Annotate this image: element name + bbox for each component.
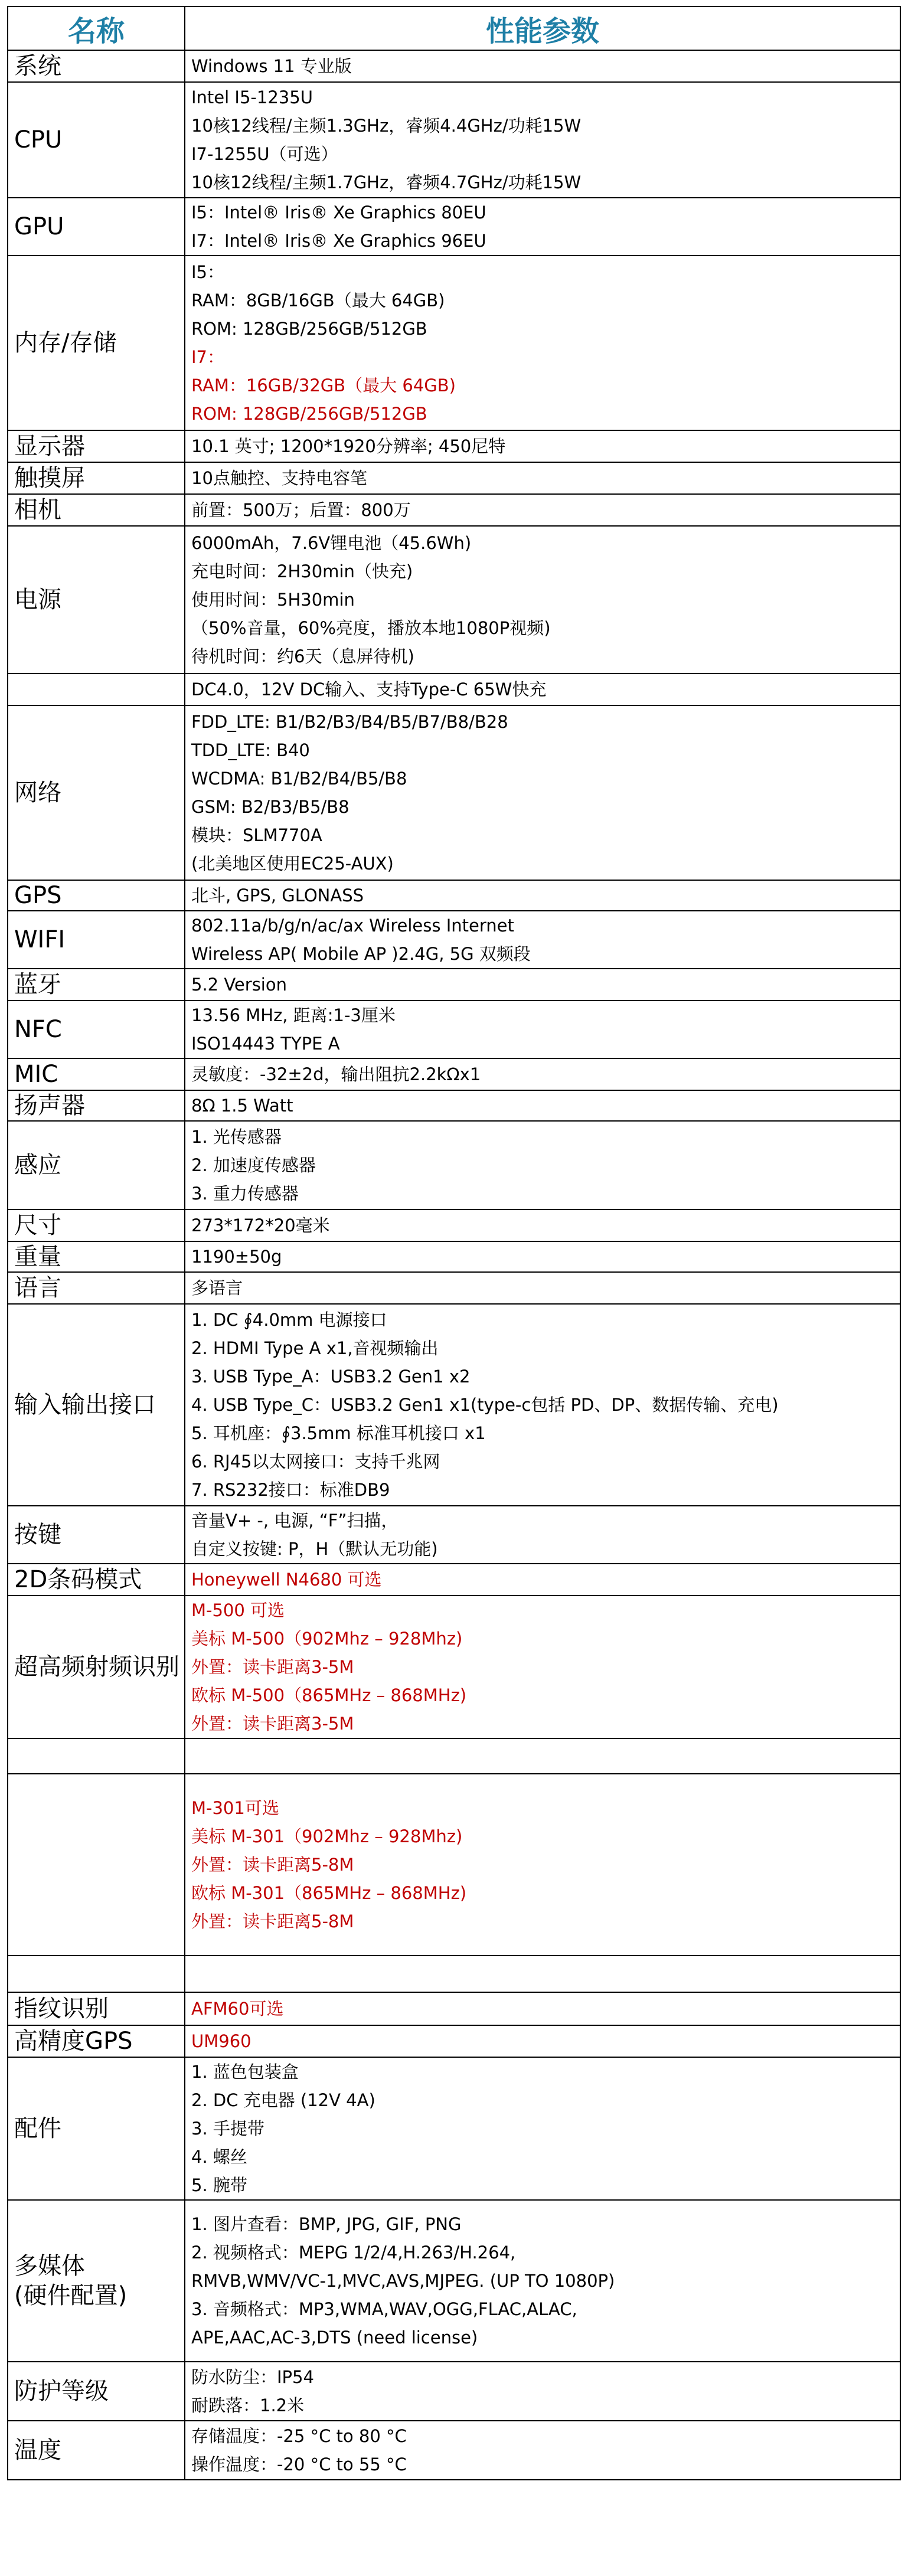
spec-row	[8, 1001, 900, 1058]
spec-row	[8, 1058, 900, 1090]
spec-value-line-optional: 外置：读卡距离3-5M	[191, 1657, 354, 1677]
spec-value-line: TDD_LTE: B40	[191, 740, 310, 760]
spec-name-cell	[8, 705, 185, 880]
spec-name-text: 内存/存储	[14, 329, 117, 357]
spec-value-cell	[185, 1774, 900, 1956]
spec-value-line: 10.1 英寸; 1200*1920分辨率; 450尼特	[191, 436, 506, 456]
spec-value-line: 1190±50g	[191, 1247, 282, 1267]
spec-name-text: GPS	[14, 882, 62, 909]
spec-name-cell	[8, 1304, 185, 1506]
spec-value-line: 前置：500万；后置：800万	[191, 500, 411, 520]
spec-name-text: 配件	[14, 2115, 61, 2142]
spec-name-text: 系统	[14, 53, 61, 80]
spec-body	[8, 50, 900, 2480]
spec-value-cell	[185, 674, 900, 705]
spec-value-line-optional: 外置：读卡距离5-8M	[191, 1911, 354, 1931]
spec-name-cell	[8, 2421, 185, 2480]
spec-name-cell	[8, 1121, 185, 1209]
spec-name-cell	[8, 1090, 185, 1121]
spec-value-line: I5：	[191, 262, 225, 282]
spec-value-line: 4. 螺丝	[191, 2147, 247, 2167]
spec-value-line: Wireless AP( Mobile AP )2.4G, 5G 双频段	[191, 944, 531, 964]
spec-value-line: 5.2 Version	[191, 975, 287, 995]
spec-name-text: 多媒体	[14, 2253, 85, 2280]
spec-value-line: 4. USB Type_C：USB3.2 Gen1 x1(type-c包括 PD、DP、数据传输、充电)	[191, 1395, 779, 1415]
spec-value-cell	[185, 911, 900, 969]
spec-value-line: 模块：SLM770A	[191, 825, 322, 845]
spec-value-line: 6. RJ45以太网接口：支持千兆网	[191, 1452, 440, 1472]
spec-value-line: 6000mAh，7.6V锂电池（45.6Wh)	[191, 533, 472, 553]
spec-row	[8, 1774, 900, 1956]
spec-name-text: 按键	[14, 1521, 61, 1548]
spec-name-cell	[8, 494, 185, 526]
spec-value-line: 13.56 MHz, 距离:1-3厘米	[191, 1005, 396, 1025]
spec-value-cell	[185, 462, 900, 494]
spec-value-cell	[185, 2057, 900, 2200]
spec-row	[8, 1506, 900, 1564]
spec-row	[8, 1738, 900, 1774]
spec-name-text: MIC	[14, 1061, 58, 1088]
spec-name-cell	[8, 969, 185, 1001]
spec-value-cell	[185, 1241, 900, 1272]
spec-name-cell	[8, 1596, 185, 1738]
spec-value-line: 2. 加速度传感器	[191, 1155, 316, 1175]
spec-name-text: 相机	[14, 496, 61, 524]
spec-value-cell	[185, 430, 900, 462]
spec-value-line: ROM: 128GB/256GB/512GB	[191, 319, 427, 339]
spec-value-line-optional: AFM60可选	[191, 1999, 284, 2019]
spec-name-text: GPU	[14, 213, 64, 240]
spec-value-line: 7. RS232接口：标准DB9	[191, 1480, 390, 1500]
spec-row	[8, 430, 900, 462]
spec-name-text: 温度	[14, 2437, 61, 2464]
spec-value-line-optional: 欧标 M-301（865MHz – 868MHz)	[191, 1883, 467, 1903]
spec-name-text: 超高频射频识别	[14, 1653, 179, 1681]
spec-name-text: 输入输出接口	[14, 1391, 156, 1418]
spec-name-cell	[8, 1956, 185, 1992]
spec-name-cell	[8, 2057, 185, 2200]
spec-row	[8, 1596, 900, 1738]
spec-name-cell	[8, 674, 185, 705]
spec-row	[8, 1992, 900, 2025]
spec-value-cell	[185, 494, 900, 526]
spec-value-line: 存储温度：-25 °C to 80 °C	[191, 2426, 407, 2446]
spec-value-cell	[185, 1090, 900, 1121]
spec-value-cell	[185, 1564, 900, 1596]
spec-value-line: (北美地区使用EC25-AUX)	[191, 854, 394, 874]
spec-value-cell	[185, 1596, 900, 1738]
spec-value-line-optional: M-301可选	[191, 1798, 279, 1818]
spec-name-text: 指纹识别	[14, 1995, 109, 2022]
header-name-cell: 名称	[8, 6, 185, 50]
spec-name-cell	[8, 198, 185, 256]
spec-value-line: 10核12线程/主频1.3GHz，睿频4.4GHz/功耗15W	[191, 116, 582, 136]
spec-value-line: 待机时间：约6天（息屏待机)	[191, 646, 414, 666]
spec-value-line: 273*172*20毫米	[191, 1215, 330, 1235]
spec-value-line-optional: 外置：读卡距离3-5M	[191, 1714, 354, 1734]
spec-name-text: 触摸屏	[14, 465, 85, 492]
spec-row	[8, 2421, 900, 2480]
spec-value-line: 2. 视频格式：MEPG 1/2/4,H.263/H.264,	[191, 2242, 516, 2263]
spec-row	[8, 1209, 900, 1241]
spec-row	[8, 1564, 900, 1596]
spec-name-cell	[8, 1241, 185, 1272]
spec-value-cell	[185, 969, 900, 1001]
spec-name-cell	[8, 462, 185, 494]
spec-value-line-optional: 外置：读卡距离5-8M	[191, 1855, 354, 1875]
spec-value-line-optional: ROM: 128GB/256GB/512GB	[191, 404, 427, 424]
spec-value-line: 多语言	[191, 1278, 243, 1298]
spec-value-cell	[185, 1738, 900, 1774]
spec-value-line: I5：Intel® Iris® Xe Graphics 80EU	[191, 202, 486, 223]
spec-name-text: 显示器	[14, 433, 85, 460]
spec-value-cell	[185, 2025, 900, 2057]
spec-value-line-optional: M-500 可选	[191, 1600, 285, 1620]
spec-name-text: 语言	[14, 1274, 61, 1302]
spec-value-cell	[185, 1121, 900, 1209]
spec-row	[8, 494, 900, 526]
spec-value-line-optional: UM960	[191, 2031, 252, 2051]
spec-value-line: 2. DC 充电器 (12V 4A)	[191, 2090, 375, 2110]
spec-name-text: 尺寸	[14, 1212, 61, 1239]
spec-value-cell	[185, 1304, 900, 1506]
spec-value-line-optional: I7：	[191, 347, 225, 367]
spec-row	[8, 911, 900, 969]
spec-value-line: 1. DC ∮4.0mm 电源接口	[191, 1310, 387, 1330]
spec-name-cell	[8, 526, 185, 674]
spec-value-cell	[185, 1272, 900, 1304]
spec-value-cell	[185, 1001, 900, 1058]
spec-value-line: 防水防尘：IP54	[191, 2367, 314, 2387]
spec-row	[8, 1090, 900, 1121]
spec-value-line: RAM：8GB/16GB（最大 64GB)	[191, 290, 445, 310]
spec-value-line: ISO14443 TYPE A	[191, 1034, 340, 1054]
spec-value-line: 8Ω 1.5 Watt	[191, 1096, 293, 1116]
spec-value-line: RMVB,WMV/VC-1,MVC,AVS,MJPEG. (UP TO 1080P)	[191, 2271, 615, 2291]
spec-name-cell	[8, 1058, 185, 1090]
spec-name-text: 网络	[14, 779, 61, 806]
spec-value-line: APE,AAC,AC-3,DTS (need license)	[191, 2327, 478, 2348]
spec-name-cell	[8, 1001, 185, 1058]
spec-name-cell	[8, 2025, 185, 2057]
spec-value-line-optional: 美标 M-301（902Mhz – 928Mhz)	[191, 1826, 463, 1846]
spec-value-line: FDD_LTE: B1/B2/B3/B4/B5/B7/B8/B28	[191, 712, 508, 732]
spec-value-line-optional: RAM：16GB/32GB（最大 64GB)	[191, 375, 456, 395]
spec-row	[8, 198, 900, 256]
spec-value-line: 音量V+ -, 电源, “F”扫描，	[191, 1511, 399, 1531]
spec-row	[8, 82, 900, 198]
spec-table	[7, 6, 901, 2480]
spec-value-cell	[185, 880, 900, 911]
spec-name-cell	[8, 1774, 185, 1956]
spec-value-line: 耐跌落：1.2米	[191, 2395, 305, 2415]
spec-value-line: WCDMA: B1/B2/B4/B5/B8	[191, 769, 407, 789]
spec-value-cell	[185, 1058, 900, 1090]
spec-row	[8, 1304, 900, 1506]
header-value-cell: 性能参数	[185, 6, 900, 50]
spec-name-cell	[8, 880, 185, 911]
spec-name-text: 蓝牙	[14, 971, 61, 998]
spec-value-cell	[185, 1956, 900, 1992]
spec-row	[8, 1272, 900, 1304]
spec-value-line: Intel I5-1235U	[191, 87, 313, 107]
spec-name-text: NFC	[14, 1016, 62, 1043]
spec-name-cell	[8, 1506, 185, 1564]
spec-name-cell	[8, 2200, 185, 2362]
spec-value-line-optional: 美标 M-500（902Mhz – 928Mhz)	[191, 1629, 463, 1649]
spec-value-line: 2. HDMI Type A x1,音视频输出	[191, 1338, 439, 1358]
spec-value-cell	[185, 198, 900, 256]
spec-value-line: （50%音量，60%亮度，播放本地1080P视频)	[191, 618, 551, 638]
spec-value-line: 使用时间：5H30min	[191, 590, 355, 610]
spec-value-line-optional: 欧标 M-500（865MHz – 868MHz)	[191, 1685, 467, 1705]
spec-value-line: 802.11a/b/g/n/ac/ax Wireless Internet	[191, 916, 514, 936]
spec-name-cell	[8, 1992, 185, 2025]
spec-row	[8, 1121, 900, 1209]
spec-name-cell	[8, 1738, 185, 1774]
spec-value-cell	[185, 256, 900, 430]
spec-name-cell	[8, 1564, 185, 1596]
spec-name-text: WIFI	[14, 926, 66, 953]
spec-value-line: I7：Intel® Iris® Xe Graphics 96EU	[191, 231, 486, 251]
spec-value-line: 自定义按键: P，H（默认无功能)	[191, 1539, 438, 1559]
spec-value-line: 3. 手提带	[191, 2119, 264, 2139]
spec-value-line: I7-1255U（可选）	[191, 144, 338, 164]
spec-value-line: 1. 蓝色包装盒	[191, 2062, 299, 2082]
spec-value-line: Windows 11 专业版	[191, 56, 352, 76]
spec-name-cell	[8, 1272, 185, 1304]
spec-name-text: 感应	[14, 1152, 61, 1179]
spec-value-line: 10核12线程/主频1.7GHz，睿频4.7GHz/功耗15W	[191, 172, 582, 192]
spec-row	[8, 1241, 900, 1272]
spec-row	[8, 705, 900, 880]
spec-value-line: 5. 耳机座：∮3.5mm 标准耳机接口 x1	[191, 1423, 486, 1443]
spec-value-cell	[185, 1506, 900, 1564]
spec-value-cell	[185, 705, 900, 880]
spec-name-cell	[8, 1209, 185, 1241]
spec-name-cell	[8, 430, 185, 462]
spec-name-text: 重量	[14, 1243, 61, 1270]
spec-name-cell	[8, 2362, 185, 2421]
spec-row	[8, 969, 900, 1001]
spec-value-line: 10点触控、支持电容笔	[191, 468, 367, 488]
spec-value-cell	[185, 2421, 900, 2480]
spec-row	[8, 50, 900, 82]
spec-value-line-optional: Honeywell N4680 可选	[191, 1570, 382, 1590]
spec-name-text: CPU	[14, 126, 63, 153]
spec-name-cell	[8, 50, 185, 82]
spec-value-line: GSM: B2/B3/B5/B8	[191, 797, 350, 817]
spec-value-line: 3. USB Type_A：USB3.2 Gen1 x2	[191, 1367, 471, 1387]
spec-name-cell	[8, 256, 185, 430]
spec-row	[8, 880, 900, 911]
spec-value-cell	[185, 50, 900, 82]
spec-value-line: 1. 光传感器	[191, 1127, 282, 1147]
spec-value-cell	[185, 82, 900, 198]
spec-value-line: DC4.0，12V DC输入、支持Type-C 65W快充	[191, 679, 547, 699]
spec-row	[8, 2057, 900, 2200]
spec-name-text: 2D条码模式	[14, 1566, 142, 1593]
spec-row	[8, 1956, 900, 1992]
spec-value-cell	[185, 526, 900, 674]
spec-row	[8, 462, 900, 494]
spec-name-text: 高精度GPS	[14, 2028, 133, 2055]
spec-value-cell	[185, 1209, 900, 1241]
spec-value-line: 1. 图片查看：BMP, JPG, GIF, PNG	[191, 2214, 462, 2234]
header-row	[8, 6, 900, 50]
spec-value-line: 北斗, GPS, GLONASS	[191, 885, 364, 905]
spec-row	[8, 2362, 900, 2421]
spec-name-text: 防护等级	[14, 2378, 109, 2405]
spec-value-cell	[185, 1992, 900, 2025]
spec-name-text: 扬声器	[14, 1092, 85, 1119]
spec-value-line: 操作温度：-20 °C to 55 °C	[191, 2454, 407, 2474]
spec-value-cell	[185, 2362, 900, 2421]
spec-value-line: 5. 腕带	[191, 2175, 247, 2195]
spec-value-cell	[185, 2200, 900, 2362]
spec-name-text: (硬件配置)	[14, 2282, 128, 2309]
spec-value-line: 充电时间：2H30min（快充)	[191, 561, 413, 581]
spec-row	[8, 2025, 900, 2057]
spec-value-line: 灵敏度：-32±2d，输出阻抗2.2kΩx1	[191, 1064, 481, 1084]
spec-row	[8, 2200, 900, 2362]
spec-value-line: 3. 重力传感器	[191, 1184, 299, 1204]
spec-value-line: 3. 音频格式：MP3,WMA,WAV,OGG,FLAC,ALAC,	[191, 2299, 577, 2319]
spec-row	[8, 256, 900, 430]
spec-row	[8, 674, 900, 705]
spec-name-cell	[8, 911, 185, 969]
spec-row	[8, 526, 900, 674]
spec-name-text: 电源	[14, 586, 61, 613]
spec-name-cell	[8, 82, 185, 198]
